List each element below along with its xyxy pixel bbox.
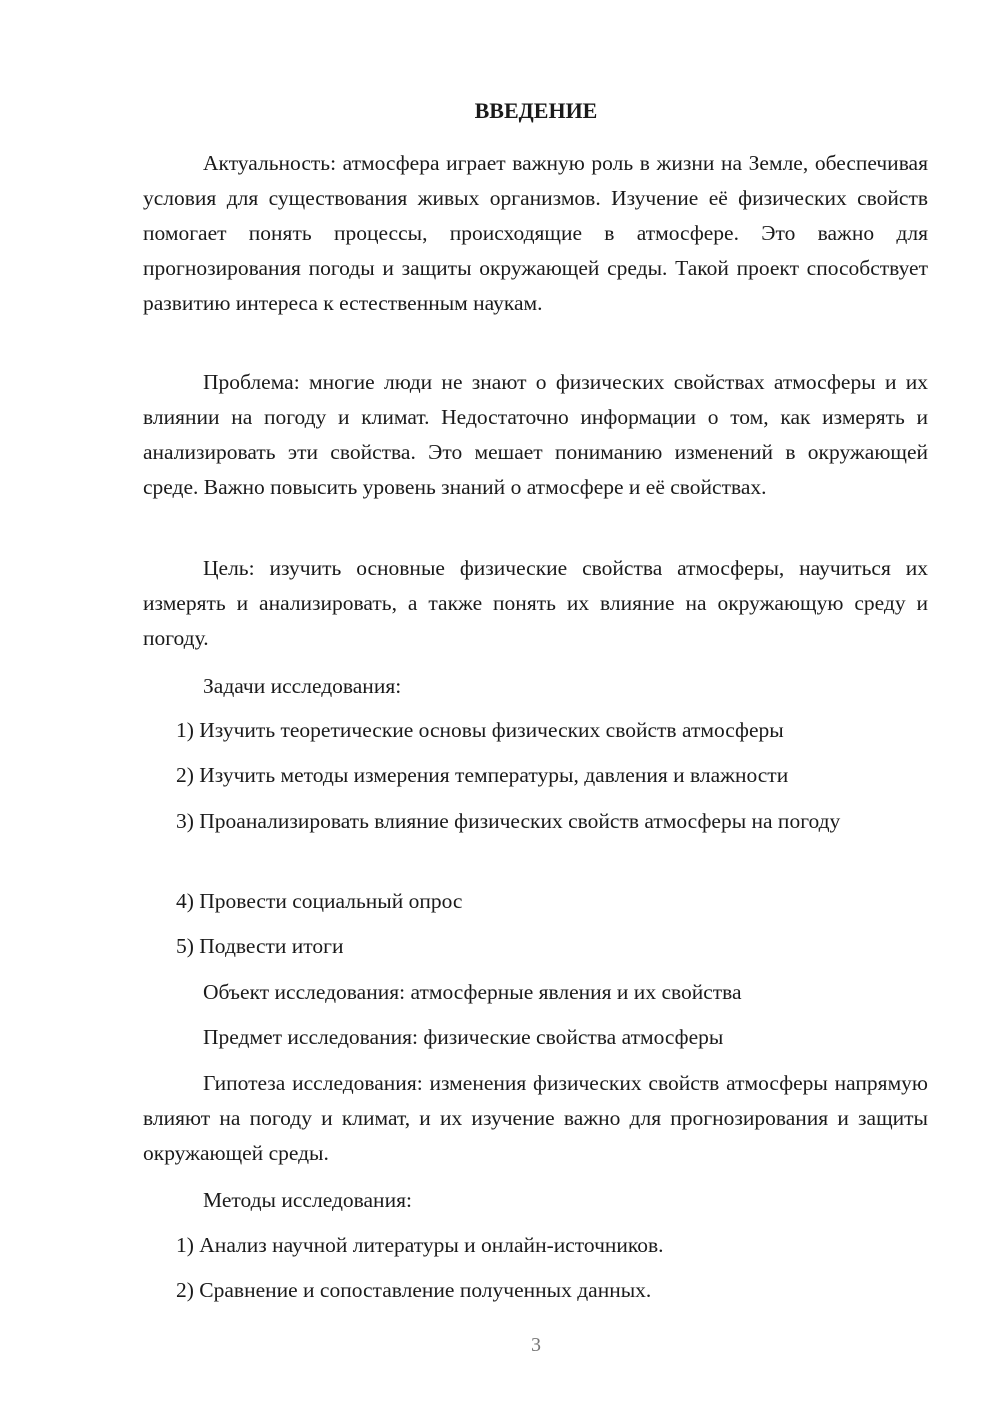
hypothesis-paragraph: Гипотеза исследования: изменения физических свойств атмосферы напрямую влияют на погоду и климат, и их изучение важно для прогнозирования и защиты окружающей среды.: [143, 1071, 928, 1165]
page-number: 3: [531, 1334, 541, 1356]
method-item: 2) Сравнение и сопоставление полученных данных.: [176, 1278, 652, 1302]
subject-line: Предмет исследования: физические свойства атмосферы: [203, 1025, 724, 1049]
task-item: 4) Провести социальный опрос: [176, 889, 463, 913]
tasks-heading: Задачи исследования:: [203, 674, 402, 698]
page-title: ВВЕДЕНИЕ: [474, 98, 598, 123]
object-line: Объект исследования: атмосферные явления и их свойства: [203, 980, 742, 1004]
task-item: 2) Изучить методы измерения температуры, давления и влажности: [176, 763, 789, 787]
goal-paragraph: Цель: изучить основные физические свойства атмосферы, научиться их измерять и анализировать, а также понять их влияние на окружающую среду и погоду.: [143, 556, 928, 650]
problem-paragraph: Проблема: многие люди не знают о физических свойствах атмосферы и их влиянии на погоду и климат. Недостаточно информации о том, как измерять и анализировать эти свойства. Это мешает пониманию изменений в окружающей среде. Важно повысить уровень знаний о атмосфере и её свойствах.: [143, 370, 928, 499]
method-item: 1) Анализ научной литературы и онлайн-источников.: [176, 1233, 664, 1257]
methods-heading: Методы исследования:: [203, 1188, 412, 1212]
task-item: 3) Проанализировать влияние физических свойств атмосферы на погоду: [176, 809, 841, 833]
relevance-paragraph: Актуальность: атмосфера играет важную роль в жизни на Земле, обеспечивая условия для существования живых организмов. Изучение её физических свойств помогает понять процессы, происходящие в атмосфере. Это важно для прогнозирования погоды и защиты окружающей среды. Такой проект способствует развитию интереса к естественным наукам.: [143, 151, 928, 315]
task-item: 5) Подвести итоги: [176, 934, 344, 958]
task-item: 1) Изучить теоретические основы физических свойств атмосферы: [176, 718, 784, 742]
